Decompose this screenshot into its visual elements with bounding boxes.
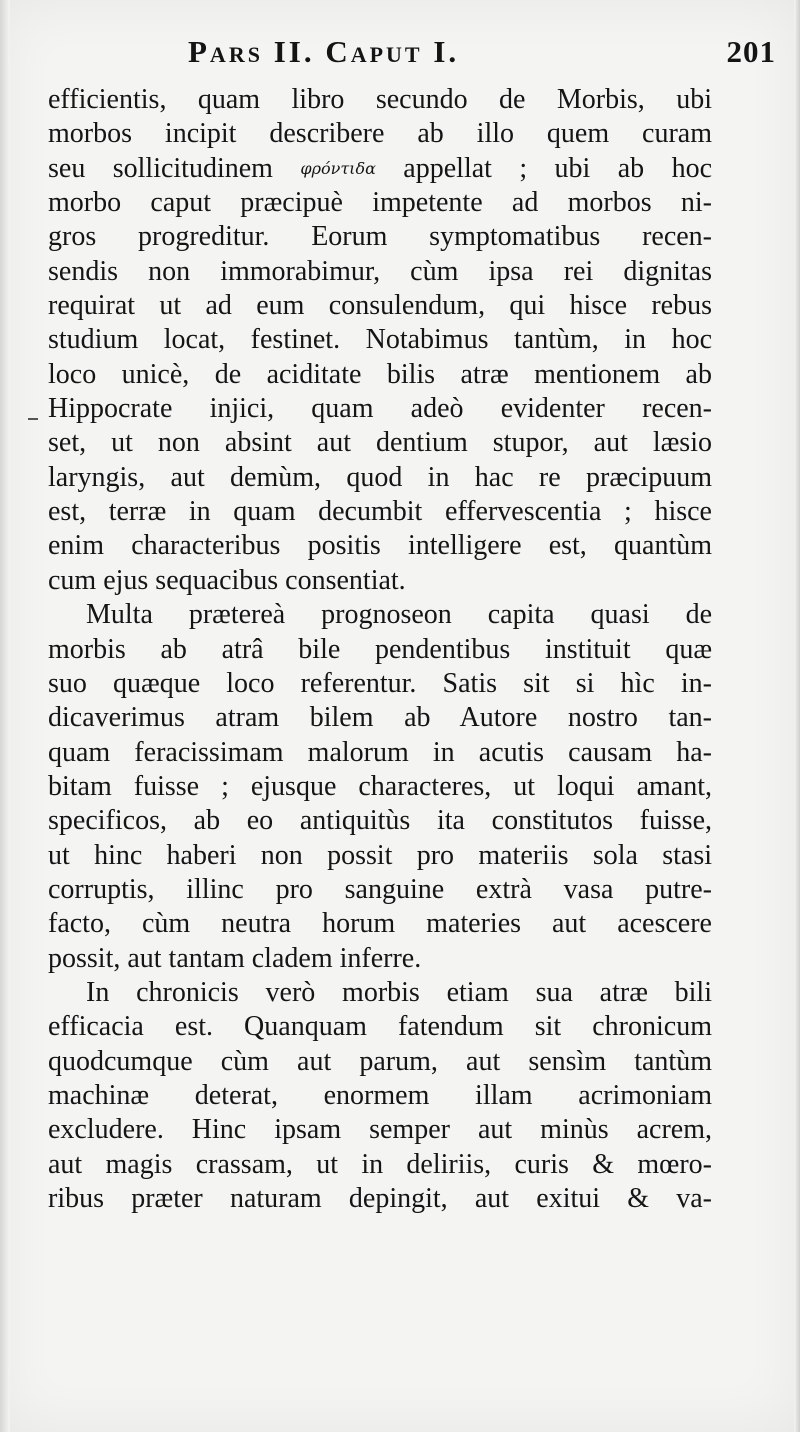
text-line: possit, aut tantam cladem inferre.	[48, 942, 422, 974]
text-line: morbo caput præcipuè impetente ad morbos ni-	[48, 187, 712, 219]
text-line: quam feracissimam malorum in acutis causam ha-	[48, 736, 712, 768]
text-line: corruptis, illinc pro sanguine extrà vasa putre-	[48, 873, 712, 905]
text-line: aut magis crassam, ut in deliriis, curis & mœro-	[48, 1148, 712, 1180]
text-line: studium locat, festinet. Notabimus tantùm, in hoc	[48, 324, 712, 356]
text-line: machinæ deterat, enormem illam acrimoniam	[48, 1079, 712, 1111]
text-line-segment: seu sollicitudinem	[48, 152, 301, 184]
text-line: dicaverimus atram bilem ab Autore nostro tan-	[48, 702, 712, 734]
text-line: requirat ut ad eum consulendum, qui hisce rebus	[48, 290, 712, 322]
text-body	[48, 83, 712, 1216]
text-line: facto, cùm neutra horum materies aut acescere	[48, 908, 712, 940]
text-line: gros progreditur. Eorum symptomatibus recen-	[48, 221, 712, 253]
text-line: loco unicè, de aciditate bilis atræ mentionem ab	[48, 358, 712, 390]
text-line: specificos, ab eo antiquitùs ita constitutos fuisse,	[48, 805, 712, 837]
text-line: excludere. Hinc ipsam semper aut minùs acrem,	[48, 1114, 712, 1146]
running-title: Pars II. Caput I.	[188, 34, 460, 69]
text-line: bitam fuisse ; ejusque characteres, ut loqui amant,	[48, 770, 712, 802]
text-line: Hippocrate injici, quam adeò evidenter recen-	[48, 393, 712, 425]
text-line: laryngis, aut demùm, quod in hac re præcipuum	[48, 461, 712, 493]
text-line: Multa prætereà prognoseon capita quasi de	[86, 599, 712, 631]
page-edge-left	[0, 0, 10, 1432]
text-line: quodcumque cùm aut parum, aut sensìm tantùm	[48, 1045, 712, 1077]
margin-mark	[28, 418, 38, 420]
text-line: morbos incipit describere ab illo quem curam	[48, 118, 712, 150]
text-line: est, terræ in quam decumbit effervescentia ; hisce	[48, 496, 712, 528]
page-number: 201	[726, 34, 776, 69]
text-line-segment: appellat ; ubi ab hoc	[375, 152, 712, 184]
page-edge-right	[794, 0, 800, 1432]
text-line: suo quæque loco referentur. Satis sit si hìc in-	[48, 667, 712, 699]
text-line: cum ejus sequacibus consentiat.	[48, 564, 406, 596]
text-line: morbis ab atrâ bile pendentibus instituit quæ	[48, 633, 712, 665]
text-line	[48, 152, 712, 186]
text-line: sendis non immorabimur, cùm ipsa rei dignitas	[48, 255, 712, 287]
text-line: ribus præter naturam depingit, aut exitui & va-	[48, 1183, 712, 1214]
text-line: In chronicis verò morbis etiam sua atræ bili	[86, 976, 712, 1008]
text-line: efficacia est. Quanquam fatendum sit chronicum	[48, 1011, 712, 1043]
greek-word: φρόντιδα	[300, 158, 376, 178]
text-line: set, ut non absint aut dentium stupor, aut læsio	[48, 427, 712, 459]
text-line: efficientis, quam libro secundo de Morbis, ubi	[48, 84, 712, 115]
running-head	[48, 34, 776, 84]
text-line: enim characteribus positis intelligere est, quantùm	[48, 530, 712, 562]
text-line: ut hinc haberi non possit pro materiis sola stasi	[48, 839, 712, 871]
